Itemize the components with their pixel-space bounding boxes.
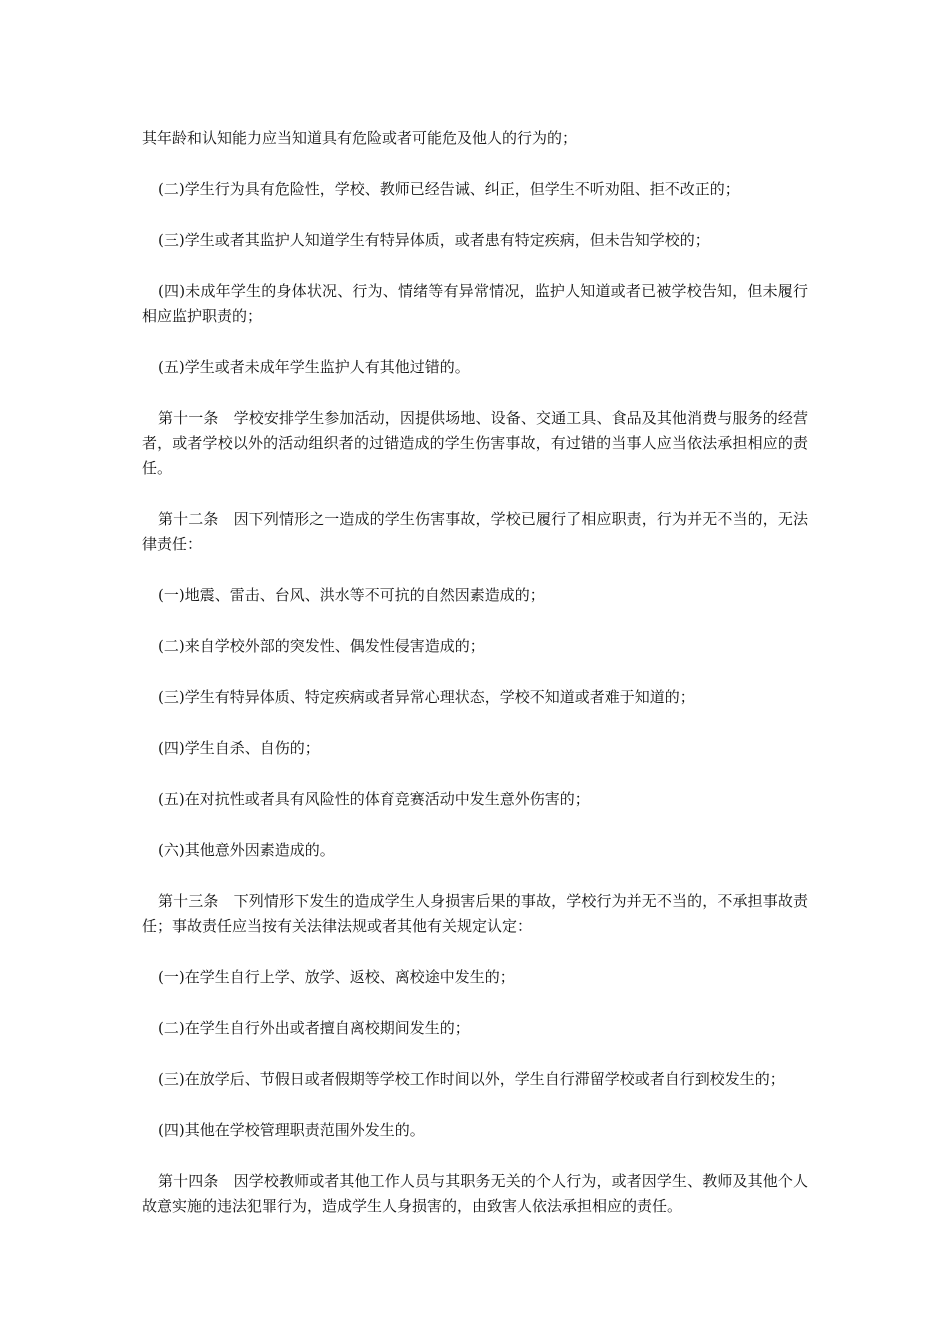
article-13: 第十三条 下列情形下发生的造成学生人身损害后果的事故，学校行为并无不当的，不承担事故责任；事故责任应当按有关法律法规或者其他有关规定认定： <box>142 892 808 935</box>
paragraph-item-4: (四)未成年学生的身体状况、行为、情绪等有异常情况，监护人知道或者已被学校告知，但未履行相应监护职责的； <box>142 282 808 325</box>
article-12-item-2: (二)来自学校外部的突发性、偶发性侵害造成的； <box>158 637 485 655</box>
article-12-item-5: (五)在对抗性或者具有风险性的体育竞赛活动中发生意外伤害的； <box>158 790 590 808</box>
article-12-item-3: (三)学生有特异体质、特定疾病或者异常心理状态，学校不知道或者难于知道的； <box>158 688 695 706</box>
article-14: 第十四条 因学校教师或者其他工作人员与其职务无关的个人行为，或者因学生、教师及其他个人故意实施的违法犯罪行为，造成学生人身损害的，由致害人依法承担相应的责任。 <box>142 1172 808 1215</box>
article-13-item-2: (二)在学生自行外出或者擅自离校期间发生的； <box>158 1019 470 1037</box>
paragraph-item-5: (五)学生或者未成年学生监护人有其他过错的。 <box>158 358 470 376</box>
article-12-item-1: (一)地震、雷击、台风、洪水等不可抗的自然因素造成的； <box>158 586 545 604</box>
paragraph-item-3: (三)学生或者其监护人知道学生有特异体质，或者患有特定疾病，但未告知学校的； <box>158 231 710 249</box>
document-body <box>142 126 808 1245</box>
article-13-item-3: (三)在放学后、节假日或者假期等学校工作时间以外，学生自行滞留学校或者自行到校发生的； <box>158 1070 785 1088</box>
paragraph-continuation: 其年龄和认知能力应当知道具有危险或者可能危及他人的行为的； <box>142 129 578 147</box>
article-12-item-6: (六)其他意外因素造成的。 <box>158 841 335 859</box>
article-12-item-4: (四)学生自杀、自伤的； <box>158 739 320 757</box>
article-13-item-4: (四)其他在学校管理职责范围外发生的。 <box>158 1121 425 1139</box>
article-12: 第十二条 因下列情形之一造成的学生伤害事故，学校已履行了相应职责，行为并无不当的，无法律责任： <box>142 510 808 553</box>
article-11: 第十一条 学校安排学生参加活动，因提供场地、设备、交通工具、食品及其他消费与服务的经营者，或者学校以外的活动组织者的过错造成的学生伤害事故，有过错的当事人应当依法承担相应的责任。 <box>142 409 808 477</box>
paragraph-item-2: (二)学生行为具有危险性，学校、教师已经告诫、纠正，但学生不听劝阻、拒不改正的； <box>158 180 740 198</box>
article-13-item-1: (一)在学生自行上学、放学、返校、离校途中发生的； <box>158 968 515 986</box>
